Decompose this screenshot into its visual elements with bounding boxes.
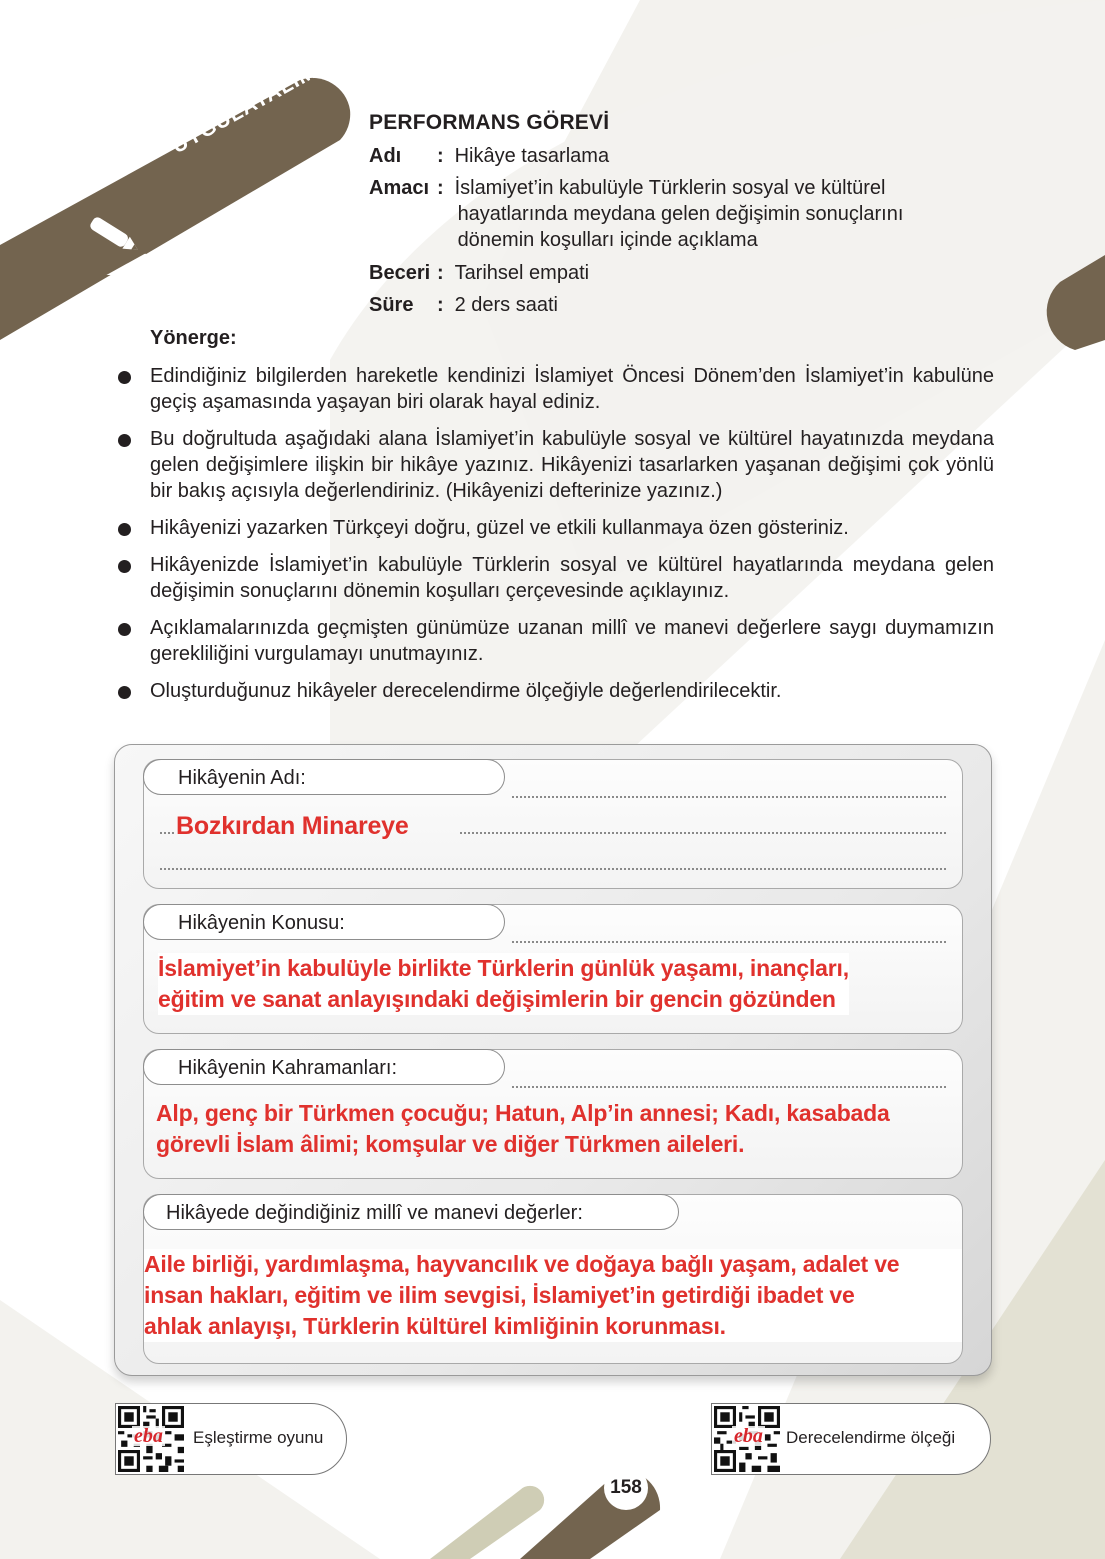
pencil-icon (82, 205, 162, 275)
rating-scale-link[interactable] (711, 1403, 991, 1475)
task-purpose-value: İslamiyet’in kabulüyle Türklerin sosyal ve kültürel hayatlarında meydana gelen değişimin sonuçlarını dönemin koşulları içinde açıklama (454, 177, 904, 251)
bullet-icon (118, 560, 131, 573)
bullet-icon (118, 434, 131, 447)
task-name-key: Adı (369, 145, 402, 167)
writing-line (512, 1086, 946, 1088)
task-duration-row: Süre : 2 ders saati (369, 294, 558, 316)
task-title: PERFORMANS GÖREVİ (369, 111, 610, 134)
instructions-title: Yönerge: (150, 327, 237, 349)
story-values-field[interactable] (143, 1194, 963, 1364)
instruction-item: Bu doğrultuda aşağıdaki alana İslamiyet’in kabulüyle sosyal ve kültürel hayatınızda meydana gelen değişimlere ilişkin bir hikâye yazınız. Hikâyenizi tasarlarken yaşanan değişimi çok yönlü bir bakış açısıyla değerlendiriniz. (Hikâyenizi defterinize yazınız.) (112, 426, 994, 504)
instruction-item: Edindiğiniz bilgilerden hareketle kendinizi İslamiyet Öncesi Dönem’den İslamiyet’in kabulüne geçiş aşamasında yaşayan biri olarak hayal ediniz. (112, 363, 994, 415)
story-characters-answer: Alp, genç bir Türkmen çocuğu; Hatun, Alp’in annesi; Kadı, kasabada görevli İslam âlimi; komşular ve diğer Türkmen aileleri. (156, 1100, 890, 1157)
story-topic-label: Hikâyenin Konusu: (143, 904, 505, 940)
story-name-field[interactable] (143, 759, 963, 889)
section-banner-label: UYGULAYALIM (168, 59, 321, 159)
story-name-answer: Bozkırdan Minareye (176, 812, 409, 840)
instructions-list (112, 363, 994, 715)
story-topic-answer: İslamiyet’in kabulüyle birlikte Türklerin günlük yaşamı, inançları, eğitim ve sanat anlayışındaki değişimlerin bir gencin gözünden (158, 953, 849, 1015)
task-name-row: Adı : Hikâye tasarlama (369, 145, 610, 167)
instruction-item: Oluşturduğunuz hikâyeler derecelendirme ölçeğiyle değerlendirilecektir. (112, 678, 994, 704)
matching-game-label: Eşleştirme oyunu (193, 1428, 324, 1447)
story-characters-field[interactable] (143, 1049, 963, 1179)
task-name-value: Hikâye tasarlama (454, 145, 610, 167)
rating-scale-label: Derecelendirme ölçeği (786, 1428, 956, 1447)
instruction-item: Açıklamalarınızda geçmişten günümüze uzanan millî ve manevi değerlere saygı duymamızın gerekliliğini vurgulamayı unutmayınız. (112, 615, 994, 667)
task-skill-value: Tarihsel empati (454, 262, 590, 284)
bullet-icon (118, 686, 131, 699)
task-skill-row: Beceri : Tarihsel empati (369, 262, 590, 284)
story-characters-label: Hikâyenin Kahramanları: (143, 1049, 505, 1085)
task-duration-key: Süre (369, 294, 414, 316)
bullet-icon (118, 523, 131, 536)
page-number: 158 (604, 1466, 648, 1510)
bullet-icon (118, 623, 131, 636)
eba-logo: eba (134, 1425, 163, 1447)
writing-line (512, 941, 946, 943)
story-topic-field[interactable] (143, 904, 963, 1034)
eba-logo: eba (734, 1425, 763, 1447)
task-purpose-key: Amacı (369, 177, 430, 199)
task-duration-value: 2 ders saati (454, 294, 558, 316)
task-purpose-row: Amacı : İslamiyet’in kabulüyle Türklerin sosyal ve kültürel hayatlarında meydana gelen değişimin sonuçlarını dönemin koşulları içinde açıklama (369, 177, 904, 251)
instruction-item: Hikâyenizde İslamiyet’in kabulüyle Türklerin sosyal ve kültürel hayatlarında meydana gelen değişimin sonuçlarını dönemin koşulları çerçevesinde açıklayınız. (112, 552, 994, 604)
story-form-panel (114, 744, 992, 1376)
writing-line (160, 832, 174, 834)
story-name-label: Hikâyenin Adı: (143, 759, 505, 795)
bullet-icon (118, 371, 131, 384)
instruction-item: Hikâyenizi yazarken Türkçeyi doğru, güzel ve etkili kullanmaya özen gösteriniz. (112, 515, 994, 541)
writing-line (160, 868, 946, 870)
story-values-label: Hikâyede değindiğiniz millî ve manevi değerler: (143, 1194, 679, 1230)
writing-line (512, 796, 946, 798)
writing-line (460, 832, 946, 834)
matching-game-link[interactable] (115, 1403, 347, 1475)
story-values-answer: Aile birliği, yardımlaşma, hayvancılık ve doğaya bağlı yaşam, adalet ve insan hakları, eğitim ve ilim sevgisi, İslamiyet’in getirdiği ibadet ve ahlak anlayışı, Türklerin kültürel kimliğinin korunması. (144, 1249, 962, 1342)
task-skill-key: Beceri (369, 262, 431, 284)
